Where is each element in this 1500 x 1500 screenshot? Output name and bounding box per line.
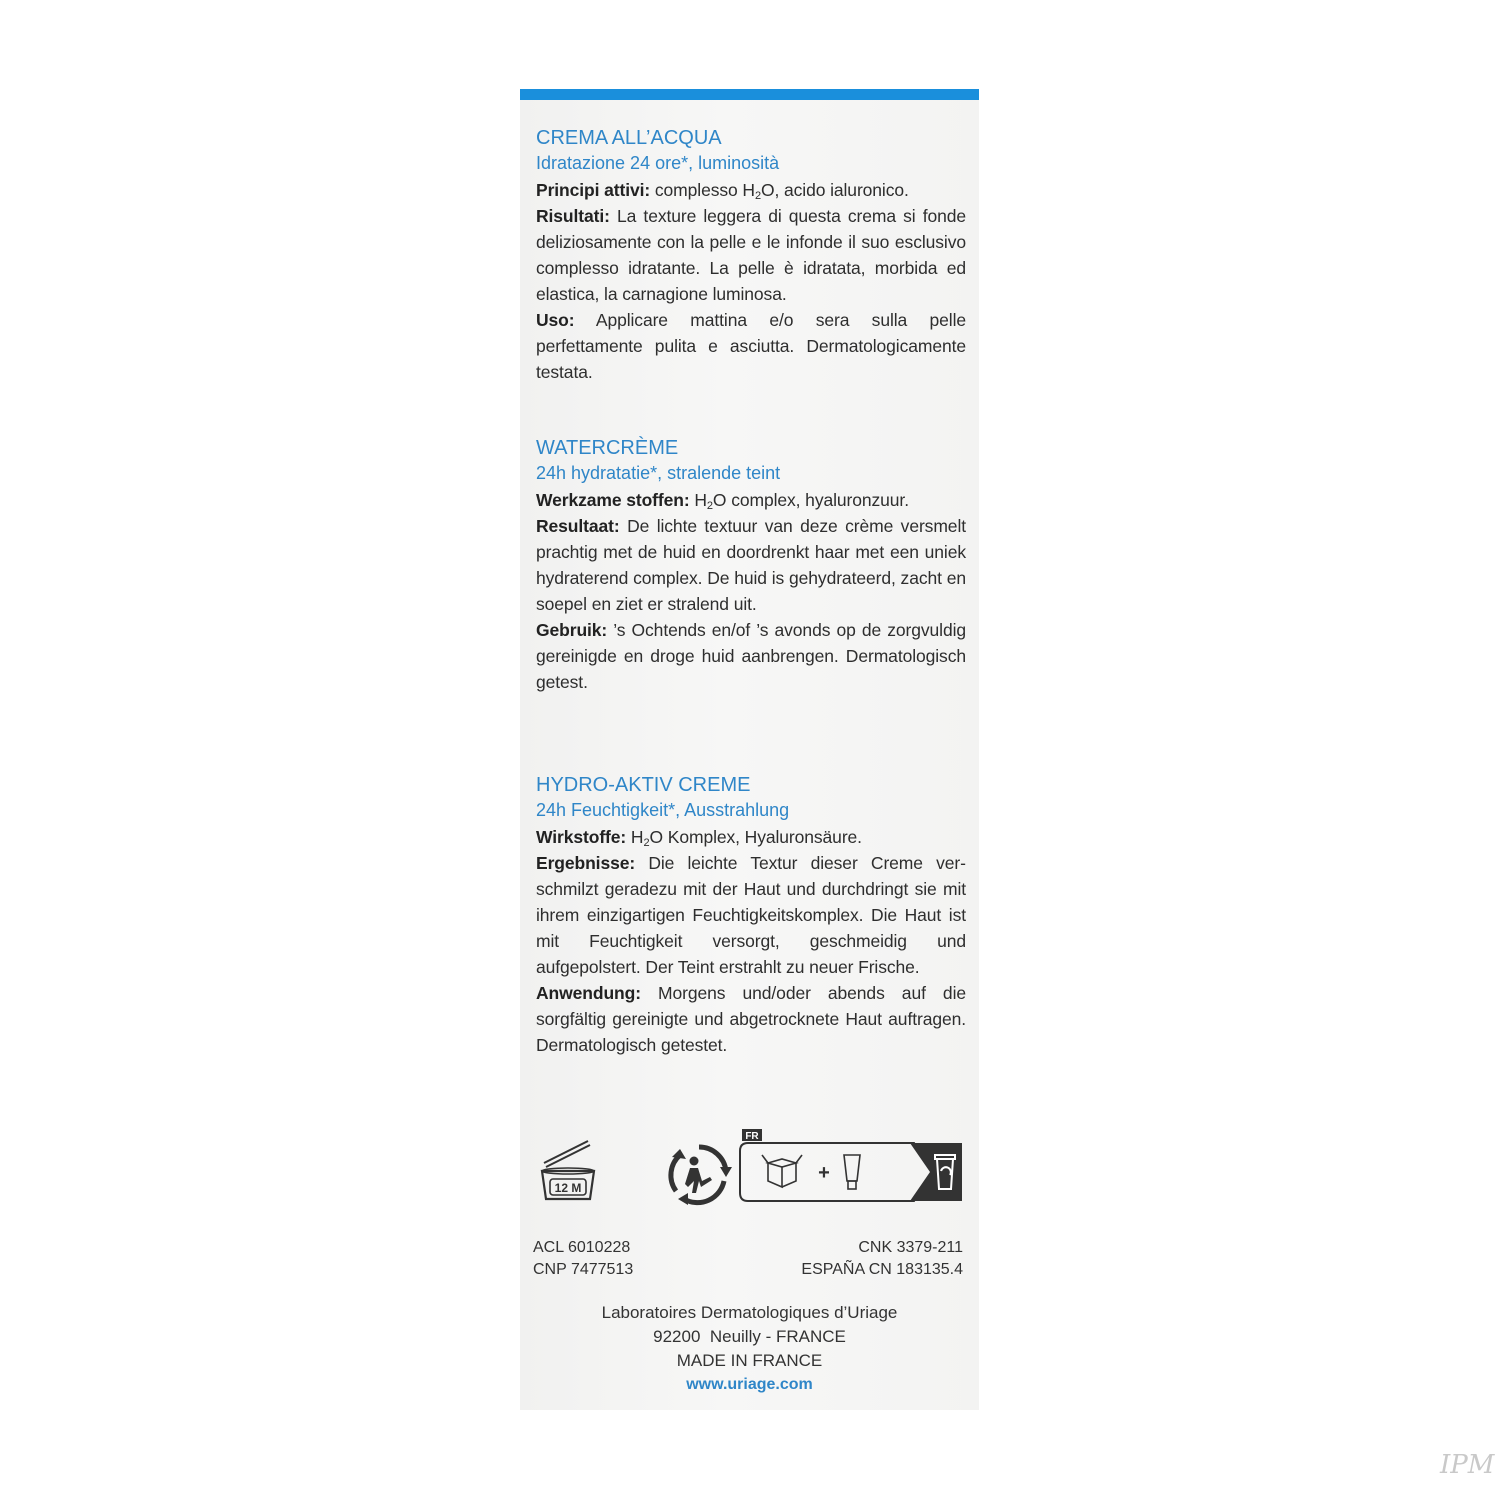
ingredients-text-post: O, acido ialuronico. (760, 180, 909, 200)
cnk-code: CNK 3379-211 (858, 1239, 963, 1256)
usage-label: Gebruik: (536, 620, 608, 640)
box-icon (762, 1155, 802, 1187)
section-german (536, 772, 966, 1058)
registration-codes (533, 1239, 963, 1289)
section-title: WATERCRÈME (536, 437, 679, 459)
acl-code: ACL 6010228 (533, 1239, 631, 1256)
section-title: CREMA ALL’ACQUA (536, 127, 722, 149)
ipm-watermark-logo (1438, 1447, 1495, 1480)
results-text: Die leichte Textur dieser Creme verschmilzt geradezu mit der Haut und durchdringt sie mit ihrem einzigartigen Feuchtigkeitskomplex. Die Haut ist mit Feuchtigkeit versorgt, geschmeidig und aufgepolstert. Der Teint erstrahlt zu neuer Frische. (536, 853, 966, 977)
section-subtitle: 24h hydratatie*, stralende teint (536, 463, 781, 483)
results-label: Ergebnisse: (536, 853, 636, 873)
section-subtitle: 24h Feuchtigkeit*, Ausstrahlung (536, 800, 790, 820)
usage-text: ’s Ochtends en/of ’s avonds op de zorgvuldig gereinigde en droge huid aanbrengen. Dermatologisch getest. (536, 620, 966, 692)
period-after-opening-icon (538, 1137, 598, 1203)
ingredients-paragraph (536, 824, 966, 850)
triman-recycling-icon (666, 1141, 732, 1209)
company-info (520, 1301, 979, 1397)
results-paragraph (536, 203, 966, 307)
ingredients-label: Principi attivi: (536, 180, 651, 200)
ingredients-subscript: 2 (643, 837, 650, 849)
section-subtitle: Idratazione 24 ore*, luminosità (536, 153, 780, 173)
ingredients-paragraph (536, 177, 966, 203)
ingredients-subscript: 2 (706, 500, 713, 512)
usage-text: Morgens und/oder abends auf die sorgfältig gereinigte und abgetrocknete Haut auftragen. Dermatologisch getestet. (536, 983, 966, 1055)
blue-top-stripe (520, 89, 979, 100)
company-name: Laboratoires Dermatologiques d’Uriage (601, 1303, 898, 1322)
sorting-info-icon (738, 1129, 964, 1215)
usage-label: Uso: (536, 310, 575, 330)
website-link[interactable]: www.uriage.com (686, 1376, 813, 1393)
ingredients-label: Wirkstoffe: (536, 827, 627, 847)
ingredients-text-pre: H (689, 490, 707, 510)
ingredients-text-post: O complex, hyaluronzuur. (712, 490, 909, 510)
ingredients-text-post: O Komplex, Hyaluronsäure. (649, 827, 862, 847)
ingredients-paragraph (536, 487, 966, 513)
results-text: La texture leggera di questa crema si fonde deliziosamente con la pelle e le infonde il suo esclusivo complesso idratante. La pelle è idratata, morbida ed elastica, la carnagione luminosa. (536, 206, 966, 304)
ingredients-text-pre: complesso H (650, 180, 755, 200)
made-in-label: MADE IN FRANCE (676, 1351, 823, 1370)
section-dutch (536, 435, 966, 695)
ingredients-subscript: 2 (754, 190, 761, 202)
usage-paragraph (536, 307, 966, 385)
results-label: Risultati: (536, 206, 610, 226)
tube-icon (844, 1155, 860, 1189)
results-paragraph (536, 513, 966, 617)
product-label-panel (520, 89, 979, 1410)
cnp-code: CNP 7477513 (533, 1261, 634, 1278)
ingredients-text-pre: H (626, 827, 644, 847)
ingredients-label: Werkzame stoffen: (536, 490, 690, 510)
usage-text: Applicare mattina e/o sera sulla pelle perfettamente pulita e asciutta. Dermatologicamente testata. (536, 310, 966, 382)
section-italian (536, 125, 966, 385)
results-paragraph (536, 850, 966, 980)
usage-paragraph (536, 617, 966, 695)
espana-code: ESPAÑA CN 183135.4 (801, 1261, 963, 1278)
sorting-country-label: FR (745, 1131, 759, 1142)
usage-paragraph (536, 980, 966, 1058)
usage-label: Anwendung: (536, 983, 641, 1003)
results-label: Resultaat: (536, 516, 620, 536)
section-title: HYDRO-AKTIV CREME (536, 774, 751, 796)
pao-label: 12 M (554, 1181, 582, 1195)
watermark-text: IPM (1440, 1450, 1495, 1480)
sorting-plus: + (818, 1162, 830, 1184)
results-text: De lichte textuur van deze crème versmelt prachtig met de huid en doordrenkt haar met een uniek hydraterend complex. De huid is gehydrateerd, zacht en soepel en ziet er stralend uit. (536, 516, 966, 614)
company-address: 92200 Neuilly - FRANCE (653, 1327, 846, 1346)
